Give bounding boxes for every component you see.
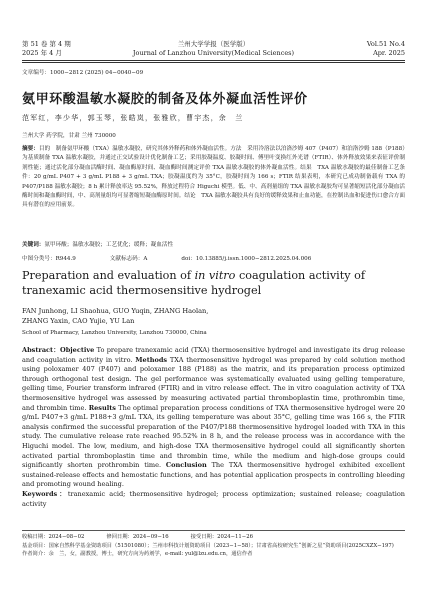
abstract-cn-label: 摘要： [22, 146, 39, 152]
journal-name-cn: 兰州大学学报（医学版） [177, 40, 250, 48]
footnote-rule [22, 530, 405, 531]
abstract-cn-text: 目的 制备氨甲环酸（TXA）温敏水凝胶，研究其体外释药和体外凝血活性。方法 采用冷溶法以泊洛沙姆 407（P407）和泊洛沙姆 188（P188）为基质制备 TXA 温敏水凝胶，并通过正交试验设计优化制备工艺；采用胶凝温度、胶凝时间、傅里叶变换红外光谱（FTIR）、体外释放效果来表征评价制剂性能；通过活化部分凝血活酶时间、凝血酶原时间、凝血酶时间测定评价 TXA 温敏水凝胶的体外凝血活性。结果 TXA 温敏水凝胶的最佳制备工艺条件：20 g/mL P407 + 3 g/mL P188 + 3 g/mL TXA；胶凝温度约为 35°C，胶凝时间为 166 s；FTIR 结果表明，本研究已成功制备载有 TXA 的 P407/P188 温敏水凝胶；8 h 累计释放率达 95.52%，释放过程符合 Higuchi 模型。低、中、高剂量组的 TXA 温敏水凝胶均可显著缩短活化部分凝血活酶时间和凝血酶时间，中、高剂量组均可显著缩短凝血酶原时间。结论 TXA 温敏水凝胶具有良好的缓释效果和止血功能，在控制出血和促进伤口愈合方面具有潜在的应用前景。 [22, 146, 405, 209]
dates-row [22, 533, 405, 542]
header-right [367, 40, 405, 57]
keywords-en-text: tranexamic acid; thermosensitive hydrogel; process optimization; sustained release; coagulation activity [22, 489, 406, 508]
running-header [22, 40, 405, 70]
header-rule-thin [22, 62, 405, 63]
title-cn: 氨甲环酸温敏水凝胶的制备及体外凝血活性评价 [22, 92, 308, 107]
abstract-en [22, 346, 405, 509]
authors-en-line1: FAN Junhong, LI Shaohua, GUO Yuqin, ZHANG Haolan, [22, 307, 209, 315]
authors-cn: 范军红，李少华，郭玉琴，张皓岚，张雅欣，曹宇杰，余 兰 [22, 114, 244, 122]
methods-text: TXA thermosensitive hydrogel was prepared by cold solution method using poloxamer 407 (P407) and poloxamer 188 (P188) as the matrix, and its preparation process optimized through orthogonal test design. The gel performance was systematically evaluated using gelling temperature, gelling time, Fourier transform infrared (FTIR) and in vitro release effect. The in vitro coagulation activity of TXA thermosensitive hydrogel was assessed by measuring activated partial thromboplastin time, prothrombin time, and thrombin time. [22, 355, 406, 412]
affiliation-cn: 兰州大学 药学院，甘肃 兰州 730000 [22, 133, 116, 139]
fund-info: 基金项目：国家自然科学基金资助项目（51501080）；兰州市科技计划资助项目（2023−1−58）；甘肃省高校研究生“创新之星”资助项目(2025CXZX−197) [22, 542, 394, 549]
date-en: Apr. 2025 [373, 48, 405, 57]
journal-name-en: Journal of Lanzhou University(Medical Sciences) [132, 48, 295, 57]
authors-en-line2: ZHANG Yaxin, CAO Yujie, YU Lan [22, 317, 135, 325]
title-en-pre: Preparation and evaluation of [22, 269, 195, 282]
doi: doi：10.13885/j.issn.1000−2812.2025.04.006 [181, 256, 312, 262]
date-cn: 2025 年 4 月 [22, 48, 62, 57]
volume-issue-en: Vol.51 No.4 [366, 40, 405, 48]
objective-label: Objective [60, 346, 95, 354]
author-info: 作者简介：余 兰，女，副教授，博士，研究方向为药剂学，e-mail: yul@lzu.edu.cn，通信作者 [22, 551, 253, 558]
abstract-en-label: Abstract： [22, 346, 61, 354]
revised-date: 修回日期：2024−09−16 [106, 534, 169, 540]
accepted-date: 接受日期：2024−11−26 [190, 534, 253, 540]
footnotes [22, 533, 405, 559]
classification-line [22, 254, 405, 262]
conclusion-label: Conclusion [165, 461, 207, 470]
received-date: 收稿日期：2024−08−02 [22, 534, 85, 540]
volume-issue-cn: 第 51 卷 第 4 期 [22, 40, 71, 48]
clc-number: 中图分类号：R944.9 [22, 256, 76, 262]
keywords-cn-label: 关键词： [22, 242, 45, 248]
results-label: Results [88, 403, 116, 412]
header-center [22, 40, 405, 57]
abstract-cn [22, 145, 405, 211]
keywords-en [22, 490, 405, 509]
affiliation-en: School of Pharmacy, Lanzhou University, Lanzhou 730000, China [22, 330, 207, 336]
keywords-en-label: Keywords： [22, 489, 68, 498]
results-text: The optimal preparation process conditions of TXA thermosensitive hydrogel were 20 g/mL P407+3 g/mL P188+3 g/mL TXA, its gelling temperature was about 35°C, gelling time was 166 s, the FTIR analysis confirmed the successful preparation of the P407/P188 thermosensitive hydrogel loaded with TXA in this study. The cumulative release rate reached 95.52% in 8 h, and the release process was in accordance with the Higuchi model. The low, medium, and high-dose TXA thermosensitive hydrogel could all significantly shorten activated partial thromboplastin time and thrombin time, while the medium and high-dose groups could significantly shorten prothrombin time. [22, 403, 405, 470]
objective-text: To prepare tranexamic acid (TXA) thermosensitive hydrogel and investigate its drug release and coagulation activity in vitro. [22, 346, 405, 364]
title-en [22, 268, 397, 298]
keywords-cn-text: 氨甲环酸；温敏水凝胶；工艺优化；缓释；凝血活性 [44, 242, 174, 248]
title-en-italic: in vitro [194, 269, 236, 282]
keywords-cn [22, 240, 405, 248]
conclusion-text: The TXA thermosensitive hydrogel exhibited excellent sustained-release effects and hemostatic functions, and has potential application prospects in controlling bleeding and promoting wound healing. [22, 461, 405, 489]
title-en-post: coagulation activity of tranexamic acid thermosensitive hydrogel [22, 269, 365, 297]
article-number: 文章编号：1000−2812 (2025) 04−0040−09 [22, 70, 144, 76]
methods-label: Methods [135, 355, 168, 364]
authors-en [22, 306, 208, 326]
document-code: 文献标志码：A [109, 256, 148, 262]
